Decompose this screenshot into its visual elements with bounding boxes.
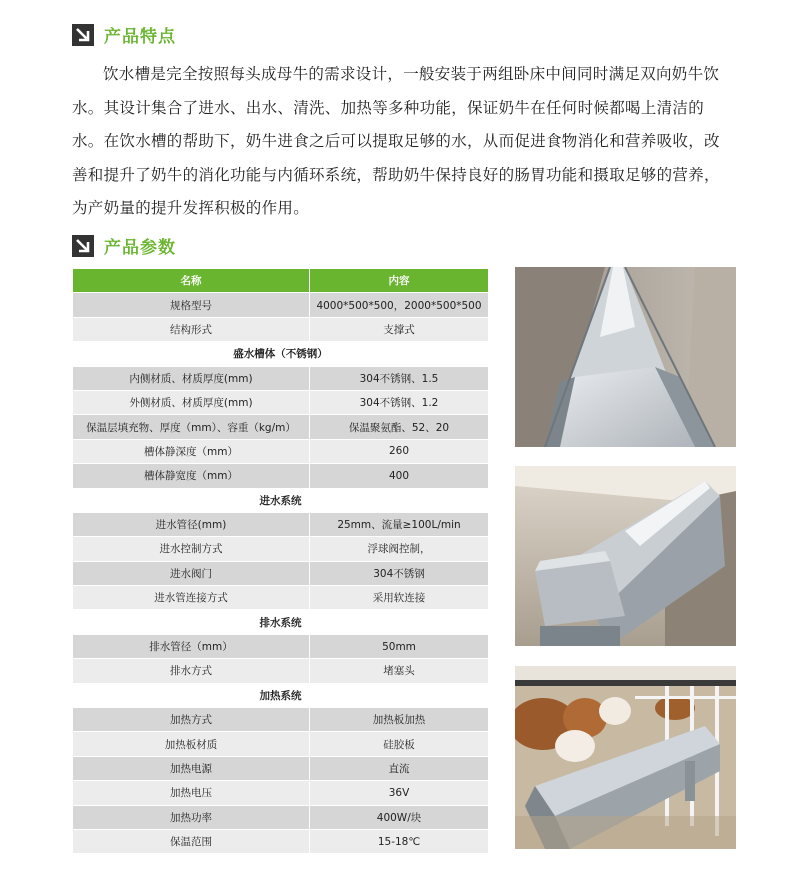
param-value: 硅胶板 xyxy=(310,732,489,756)
table-header-row xyxy=(73,269,489,293)
param-value: 15-18℃ xyxy=(310,829,489,853)
param-value: 36V xyxy=(310,781,489,805)
table-group-row xyxy=(73,610,489,634)
arrow-down-right-icon xyxy=(72,24,94,46)
param-value: 260 xyxy=(310,439,489,463)
param-name: 进水管径(mm) xyxy=(73,512,310,536)
table-row xyxy=(73,537,489,561)
trough-photo-middle xyxy=(515,466,736,646)
param-name: 槽体静宽度（mm） xyxy=(73,464,310,488)
group-label: 排水系统 xyxy=(73,610,489,634)
param-name: 内侧材质、材质厚度(mm) xyxy=(73,366,310,390)
param-value: 直流 xyxy=(310,756,489,780)
param-name: 加热电压 xyxy=(73,781,310,805)
param-name: 加热方式 xyxy=(73,708,310,732)
param-name: 加热板材质 xyxy=(73,732,310,756)
param-name: 加热电源 xyxy=(73,756,310,780)
param-value: 400W/块 xyxy=(310,805,489,829)
param-value: 4000*500*500，2000*500*500 xyxy=(310,293,489,317)
param-value: 支撑式 xyxy=(310,317,489,341)
param-value: 400 xyxy=(310,464,489,488)
table-row xyxy=(73,561,489,585)
table-row xyxy=(73,634,489,658)
param-value: 堵塞头 xyxy=(310,659,489,683)
table-row xyxy=(73,781,489,805)
param-value: 304不锈钢、1.2 xyxy=(310,390,489,414)
table-row xyxy=(73,708,489,732)
param-value: 加热板加热 xyxy=(310,708,489,732)
param-name: 排水方式 xyxy=(73,659,310,683)
table-row xyxy=(73,293,489,317)
features-heading xyxy=(72,22,176,47)
table-row xyxy=(73,829,489,853)
table-row xyxy=(73,439,489,463)
table-row xyxy=(73,586,489,610)
param-name: 结构形式 xyxy=(73,317,310,341)
param-value: 304不锈钢 xyxy=(310,561,489,585)
param-name: 加热功率 xyxy=(73,805,310,829)
table-row xyxy=(73,732,489,756)
param-value: 保温聚氨酯、52、20 xyxy=(310,415,489,439)
table-row xyxy=(73,756,489,780)
param-value: 25mm、流量≥100L/min xyxy=(310,512,489,536)
param-name: 进水管连接方式 xyxy=(73,586,310,610)
table-row xyxy=(73,805,489,829)
param-value: 50mm xyxy=(310,634,489,658)
trough-photo-top xyxy=(515,267,736,447)
table-row xyxy=(73,366,489,390)
table-row xyxy=(73,659,489,683)
param-value: 浮球阀控制， xyxy=(310,537,489,561)
table-row xyxy=(73,415,489,439)
param-value: 304不锈钢、1.5 xyxy=(310,366,489,390)
param-value: 采用软连接 xyxy=(310,586,489,610)
features-title: 产品特点 xyxy=(104,27,176,47)
param-name: 进水控制方式 xyxy=(73,537,310,561)
table-group-row xyxy=(73,683,489,707)
group-label: 盛水槽体（不锈钢） xyxy=(73,342,489,366)
trough-photo-cattle xyxy=(515,666,736,849)
features-paragraph: 饮水槽是完全按照每头成母牛的需求设计，一般安装于两组卧床中间同时满足双向奶牛饮水。其设计集合了进水、出水、清洗、加热等多种功能，保证奶牛在任何时候都喝上清洁的水。在饮水槽的帮助下，奶牛进食之后可以提取足够的水，从而促进食物消化和营养吸收，改善和提升了奶牛的消化功能与内循环系统，帮助奶牛保持良好的肠胃功能和摄取足够的营养，为产奶量的提升发挥积极的作用。 xyxy=(72,65,720,217)
group-label: 进水系统 xyxy=(73,488,489,512)
table-row xyxy=(73,317,489,341)
arrow-down-right-icon xyxy=(72,235,94,257)
param-name: 进水阀门 xyxy=(73,561,310,585)
param-name: 规格型号 xyxy=(73,293,310,317)
group-label: 加热系统 xyxy=(73,683,489,707)
param-name: 保温范围 xyxy=(73,829,310,853)
header-name: 名称 xyxy=(73,269,310,293)
params-heading xyxy=(72,233,176,258)
params-table-body xyxy=(73,293,489,854)
param-name: 槽体静深度（mm） xyxy=(73,439,310,463)
table-group-row xyxy=(73,342,489,366)
table-group-row xyxy=(73,488,489,512)
header-content: 内容 xyxy=(310,269,489,293)
table-row xyxy=(73,512,489,536)
params-title: 产品参数 xyxy=(104,238,176,258)
params-table xyxy=(72,268,489,854)
param-name: 排水管径（mm） xyxy=(73,634,310,658)
table-row xyxy=(73,390,489,414)
table-row xyxy=(73,464,489,488)
param-name: 外侧材质、材质厚度(mm) xyxy=(73,390,310,414)
param-name: 保温层填充物、厚度（mm）、容重（kg/m） xyxy=(73,415,310,439)
